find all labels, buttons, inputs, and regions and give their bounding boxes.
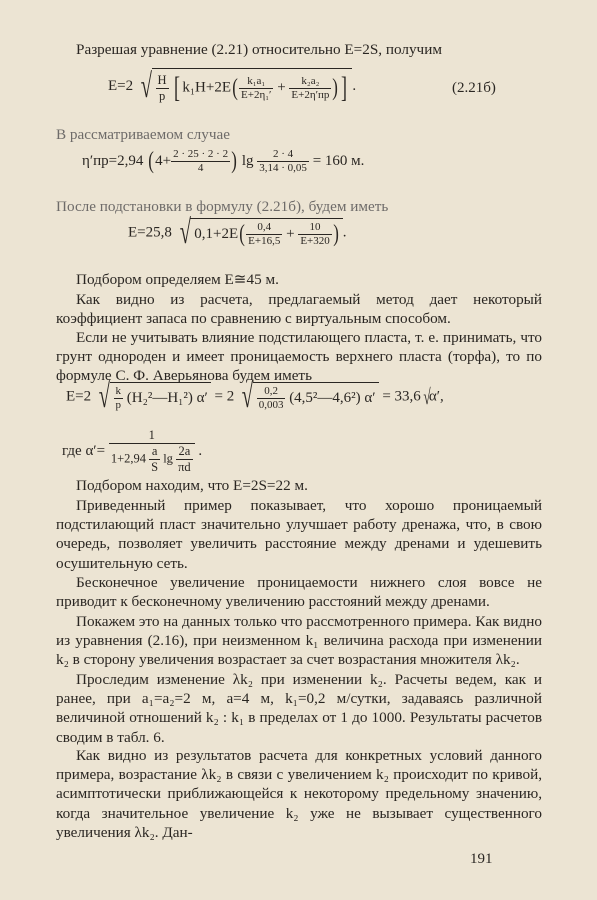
page-number: 191 (470, 851, 493, 867)
paragraph-results: Как видно из результатов расчета для конкретных условий данного примера, возрастание λk₂ в связи с увеличением k₂ происходит по кривой, асимптотически приближающейся к некоторому предельному значению, когда значительное увеличение k₂ уже не вызывает существенного увеличения λk₂. Дан- (56, 747, 542, 841)
paragraph-averyanov: Если не учитывать влияние подстилающего пласта, т. е. принимать, что грунт однороден и имеет проницаемость верхнего пласта (торфа), то по формуле С. Ф. Аверьянова будем иметь (56, 329, 542, 385)
equation-alpha: где α′= 1 1+2,94 $\frac{a}{S}$ lg $\frac{2a}{\pi d}$ . (62, 428, 203, 474)
paragraph-intro: Разрешая уравнение (2.21) относительно E=2S, получим (76, 41, 442, 58)
equation-number: (2.21б) (452, 80, 496, 96)
paragraph-show: Покажем это на данных только что рассмотренного примера. Как видно из уравнения (2.16), при неизменном k₁ величина расхода при изменении k₂ в сторону увеличения возрастает за счет возрастания множителя λk₂. (56, 613, 542, 669)
paragraph-example: Приведенный пример показывает, что хорошо проницаемый подстилающий пласт значительно улучшает работу дренажа, что, в свою очередь, позволяет увеличить расстояние между дренами и удешевить осушительную сеть. (56, 497, 542, 572)
paragraph-selection: Подбором определяем E≅45 м. (76, 271, 279, 288)
paragraph-substitution: После подстановки в формулу (2.21б), будем иметь (56, 198, 389, 215)
equation-e-25-8: E=25,8 √ 0,1+2E( $\frac{0,4}{E+16,5}$ + $\frac{10}{E+320}$ ) . (128, 214, 347, 251)
paragraph-infinite: Бесконечное увеличение проницаемости нижнего слоя вовсе не приводит к бесконечному увеличению расстояний между дренами. (56, 574, 542, 611)
equation-eta: η′пр=2,94 (4+ $\frac{2 \cdot 25 \cdot 2 \cdot 2}{4}$ ) lg $\frac{2 \cdot 4}{3,14 \cdot 0,05}$ = 160 м. (82, 148, 365, 174)
paragraph-found: Подбором находим, что E=2S=22 м. (76, 477, 308, 494)
paragraph-method: Как видно из расчета, предлагаемый метод дает некоторый коэффициент запаса по сравнению с виртуальным способом. (56, 291, 542, 328)
paragraph-trace: Проследим изменение λk₂ при изменении k₂. Расчеты ведем, как и ранее, при a₁=a₂=2 м, a=4 м, k₁=0,2 м/сутки, задаваясь различной величиной отношений k₂ : k₁ в пределах от 1 до 1000. Результаты расчетов сводим в табл. 6. (56, 671, 542, 746)
paragraph-case: В рассматриваемом случае (56, 126, 230, 143)
equation-averyanov: E=2 √ $\frac{k}{p}$ (H₂²—H₁²) α′ = 2 √ $\frac{0,2}{0,003}$ (4,5²—4,6²) α′ = 33,6 √α′, (66, 378, 444, 415)
equation-2-21b: E=2 √ $\frac{H}{p}$ [ k₁H+2E( $\frac{\text{k₁a₁}}{\text{E+2η₁′}}$ + $\frac{\text{k₂a₂}}{E+2\eta'пр}$ ) ] . (108, 67, 357, 105)
